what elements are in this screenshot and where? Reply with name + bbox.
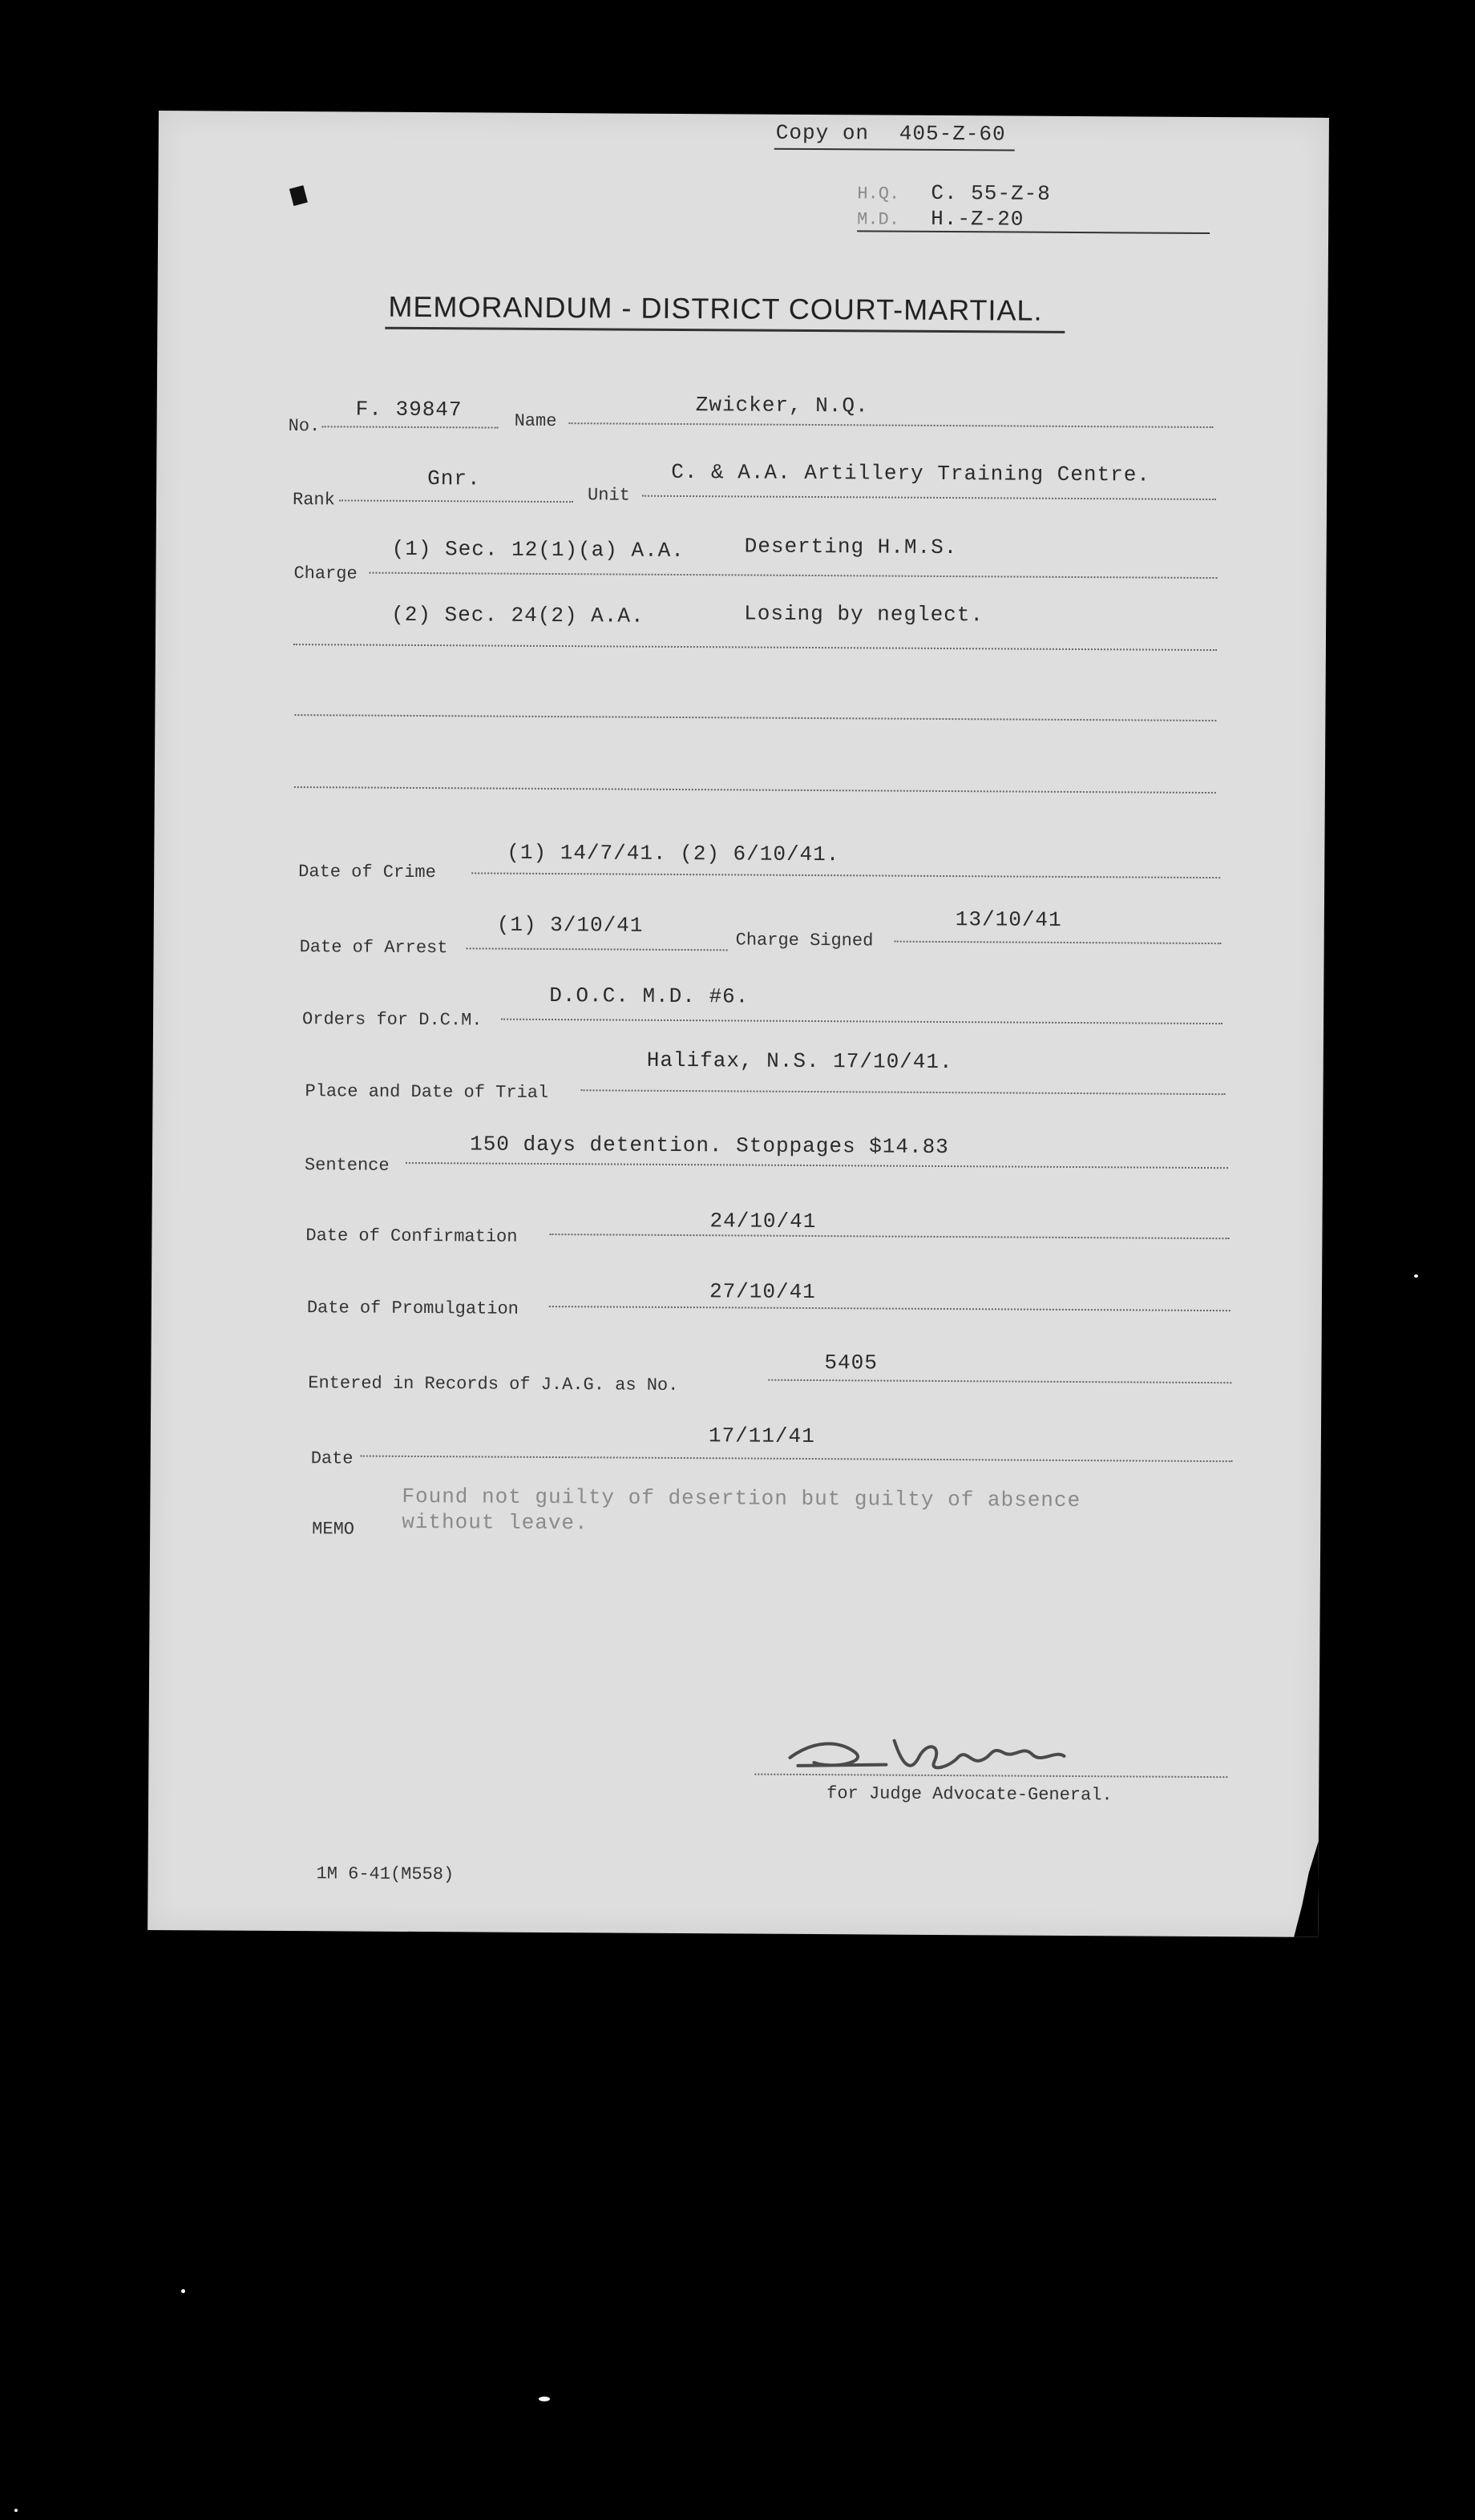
- name-label: Name: [514, 410, 557, 432]
- md-label: M.D.: [857, 209, 900, 230]
- copy-label: Copy on: [775, 120, 870, 146]
- confirmation-value: 24/10/41: [709, 1209, 817, 1234]
- charge-signed-label: Charge Signed: [735, 930, 874, 951]
- promulgation-label: Date of Promulgation: [306, 1298, 519, 1319]
- trial-value: Halifax, N.S. 17/10/41.: [646, 1048, 953, 1075]
- confirmation-label: Date of Confirmation: [305, 1226, 518, 1247]
- charge-line-2: [293, 644, 1217, 651]
- scan-speck: [539, 2397, 550, 2401]
- memo-line-1: Found not guilty of desertion but guilty of absence: [402, 1484, 1081, 1513]
- md-underline: [857, 230, 1210, 234]
- name-line: [569, 422, 1214, 428]
- signature-mark: [782, 1716, 1119, 1791]
- form-code: 1M 6-41(M558): [316, 1864, 455, 1885]
- hq-label: H.Q.: [857, 184, 900, 204]
- name-value: Zwicker, N.Q.: [695, 393, 869, 418]
- trial-line: [581, 1089, 1226, 1095]
- sentence-line: [406, 1162, 1228, 1169]
- document-page: [148, 111, 1329, 1937]
- charge-2-offence: Losing by neglect.: [744, 601, 984, 628]
- charge-line-1: [369, 572, 1217, 579]
- sentence-value: 150 days detention. Stoppages $14.83: [470, 1132, 949, 1160]
- arrest-line: [467, 947, 728, 951]
- copy-value: 405-Z-60: [899, 121, 1006, 147]
- scan-speck: [14, 2509, 18, 2512]
- unit-label: Unit: [588, 485, 630, 506]
- jag-line: [768, 1379, 1231, 1384]
- signature-caption: for Judge Advocate-General.: [826, 1783, 1113, 1806]
- unit-value: C. & A.A. Artillery Training Centre.: [671, 459, 1151, 487]
- hq-value: C. 55-Z-8: [931, 180, 1051, 206]
- jag-label: Entered in Records of J.A.G. as No.: [308, 1373, 679, 1395]
- date-line: [361, 1456, 1233, 1463]
- charge-signed-value: 13/10/41: [955, 907, 1062, 932]
- charge-line-4: [294, 786, 1216, 794]
- rank-line: [339, 499, 573, 503]
- charge-line-3: [294, 714, 1216, 721]
- page-title: MEMORANDUM - DISTRICT COURT-MARTIAL.: [388, 289, 1043, 327]
- charge-2-section: (2) Sec. 24(2) A.A.: [391, 602, 645, 628]
- orders-label: Orders for D.C.M.: [302, 1009, 483, 1031]
- sentence-label: Sentence: [304, 1155, 390, 1176]
- promulgation-line: [549, 1306, 1231, 1311]
- orders-line: [501, 1019, 1222, 1024]
- jag-value: 5405: [824, 1351, 878, 1375]
- trial-label: Place and Date of Trial: [305, 1081, 549, 1103]
- memo-line-2: without leave.: [402, 1509, 588, 1536]
- crime-line: [471, 872, 1220, 878]
- charge-1-offence: Deserting H.M.S.: [744, 534, 958, 560]
- rank-label: Rank: [292, 490, 335, 511]
- no-value: F. 39847: [355, 397, 463, 422]
- scan-speck: [1414, 1274, 1418, 1278]
- arrest-label: Date of Arrest: [299, 937, 448, 959]
- promulgation-value: 27/10/41: [709, 1279, 816, 1305]
- date-value: 17/11/41: [708, 1424, 815, 1449]
- charge-signed-line: [895, 941, 1222, 944]
- memo-label: MEMO: [312, 1519, 355, 1540]
- no-label: No.: [288, 415, 321, 437]
- title-underline: [385, 327, 1065, 333]
- scan-speck: [181, 2289, 185, 2293]
- date-label: Date: [310, 1448, 354, 1469]
- torn-corner: [1278, 1841, 1319, 1937]
- unit-line: [642, 495, 1216, 500]
- punch-mark: [289, 185, 308, 206]
- crime-value: (1) 14/7/41. (2) 6/10/41.: [507, 840, 840, 867]
- no-line: [322, 426, 499, 428]
- rank-value: Gnr.: [427, 466, 481, 491]
- arrest-value: (1) 3/10/41: [496, 912, 644, 938]
- md-value: H.-Z-20: [931, 206, 1024, 232]
- orders-value: D.O.C. M.D. #6.: [549, 983, 750, 1009]
- copy-underline: [774, 148, 1015, 151]
- confirmation-line: [549, 1234, 1229, 1239]
- charge-1-section: (1) Sec. 12(1)(a) A.A.: [391, 536, 685, 563]
- crime-label: Date of Crime: [298, 862, 436, 883]
- charge-label: Charge: [293, 563, 358, 584]
